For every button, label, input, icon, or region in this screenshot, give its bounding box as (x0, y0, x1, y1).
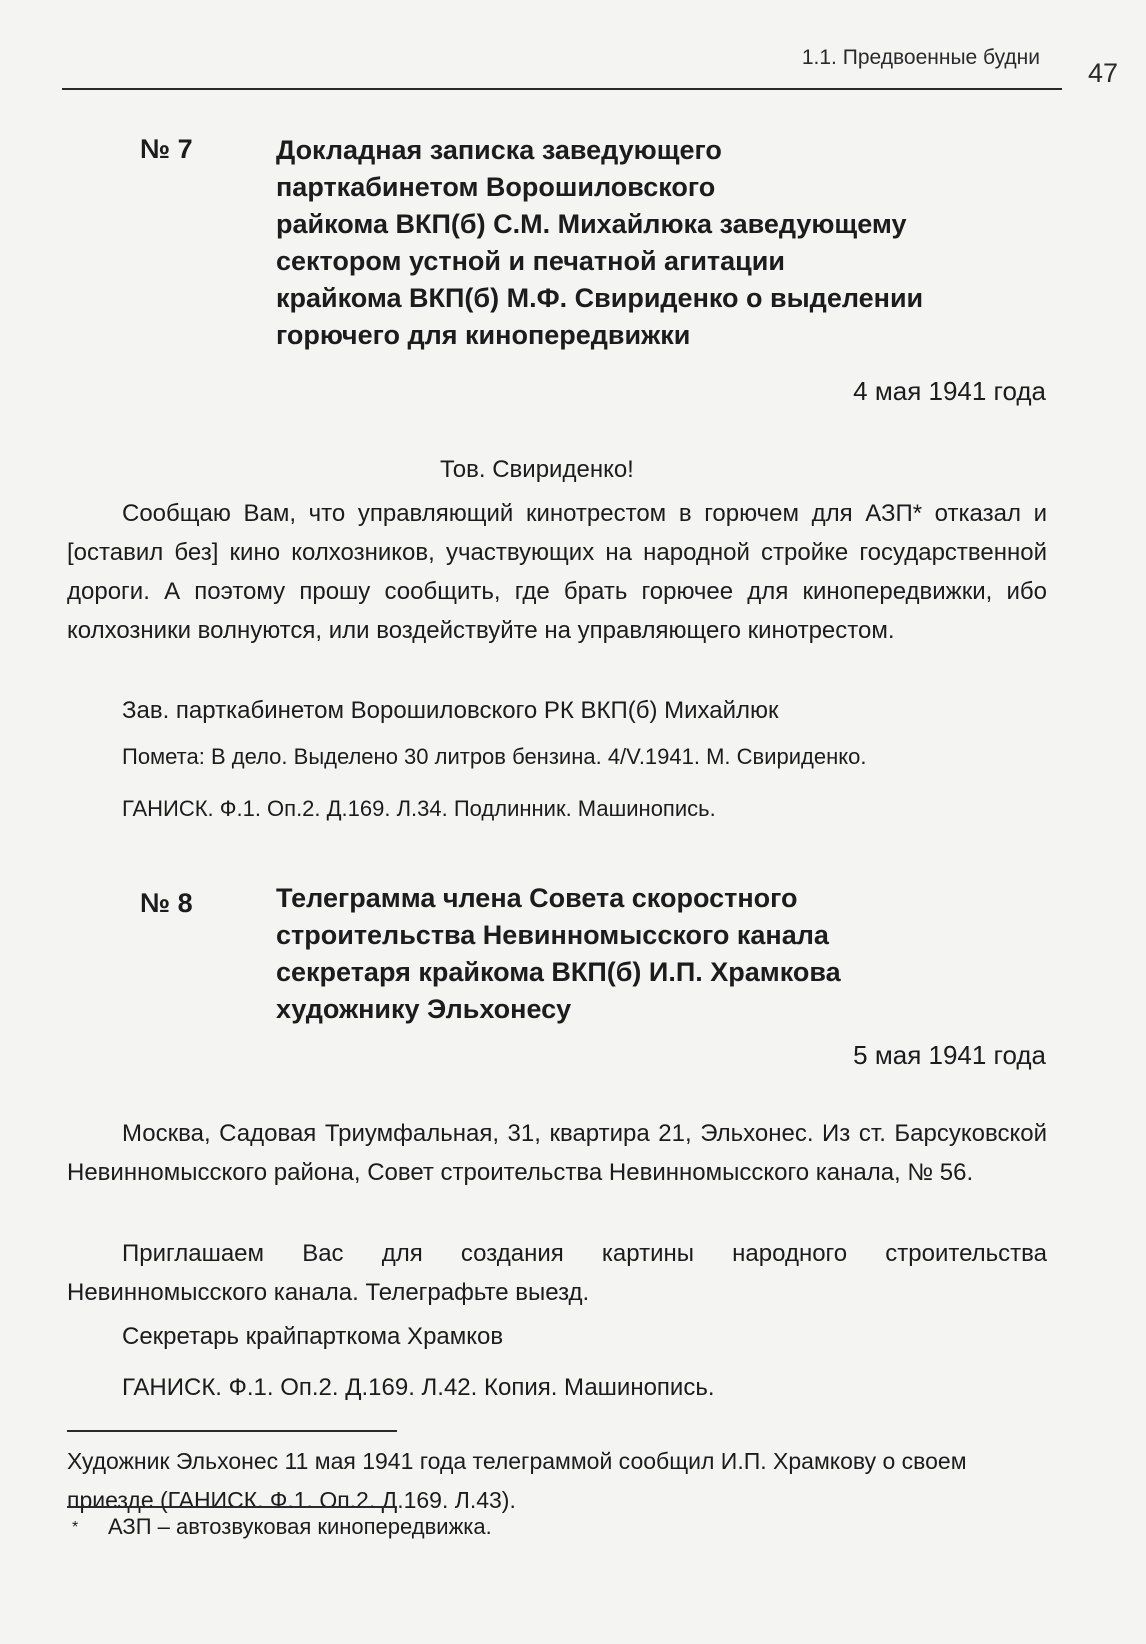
footnote-abbreviation: АЗП – автозвуковая кинопередвижка. (108, 1514, 492, 1539)
doc7-number: № 7 (140, 134, 193, 164)
doc7-source: ГАНИСК. Ф.1. Оп.2. Д.169. Л.34. Подлинник. Машинопись. (122, 796, 716, 821)
doc8-number: № 8 (140, 888, 193, 918)
running-title: 1.1. Предвоенные будни (801, 46, 1040, 69)
doc8-title-line: секретаря крайкома ВКП(б) И.П. Храмкова (276, 957, 841, 987)
doc7-title-line: горючего для кинопередвижки (276, 320, 691, 350)
doc7-title (276, 132, 1036, 354)
page-number: 47 (1088, 58, 1119, 88)
running-header (62, 42, 1062, 90)
doc8-date: 5 мая 1941 года (853, 1040, 1046, 1070)
doc7-title-line: Докладная записка заведующего (276, 135, 722, 165)
doc7-mark: Помета: В дело. Выделено 30 литров бензина. 4/V.1941. М. Свириденко. (122, 744, 867, 769)
doc7-date: 4 мая 1941 года (853, 376, 1046, 406)
doc7-salutation: Тов. Свириденко! (440, 456, 634, 483)
doc7-body: Сообщаю Вам, что управляющий кинотрестом в горючем для АЗП* отказал и [оставил без] кино колхозников, участвующих на народной стройке государственной дороги. А поэтому прошу сообщить, где брать горючее для кинопередвижки, ибо колхозники волнуются, или воздействуйте на управляющего кинотрестом. (67, 500, 1047, 644)
doc8-source: ГАНИСК. Ф.1. Оп.2. Д.169. Л.42. Копия. Машинопись. (122, 1374, 715, 1401)
doc8-address: Москва, Садовая Триумфальная, 31, квартира 21, Эльхонес. Из ст. Барсуковской Невинномысского района, Совет строительства Невинномысского канала, № 56. (67, 1120, 1047, 1186)
doc8-signature: Секретарь крайпарткома Храмков (122, 1323, 504, 1350)
footnote-marker: * (72, 1519, 79, 1536)
doc8-title-line: художнику Эльхонесу (276, 994, 572, 1024)
doc8-title (276, 880, 1036, 1028)
comment-note: Художник Эльхонес 11 мая 1941 года телеграммой сообщил И.П. Храмкову о своем приезде (ГАНИСК. Ф.1. Оп.2. Д.169. Л.43). (67, 1448, 967, 1513)
doc7-title-line: крайкома ВКП(б) М.Ф. Свириденко о выделении (276, 283, 924, 313)
doc8-title-line: Телеграмма члена Совета скоростного (276, 883, 798, 913)
footnote-rule (67, 1506, 397, 1508)
doc8-title-line: строительства Невинномысского канала (276, 920, 829, 950)
doc7-title-line: парткабинетом Ворошиловского (276, 172, 716, 202)
footnote-rule (67, 1430, 397, 1432)
doc7-title-line: сектором устной и печатной агитации (276, 246, 785, 276)
doc7-signature: Зав. парткабинетом Ворошиловского РК ВКП(б) Михайлюк (122, 697, 779, 724)
doc8-body: Приглашаем Вас для создания картины народного строительства Невинномысского канала. Телеграфьте выезд. (67, 1240, 1047, 1306)
doc7-title-line: райкома ВКП(б) С.М. Михайлюка заведующему (276, 209, 907, 239)
